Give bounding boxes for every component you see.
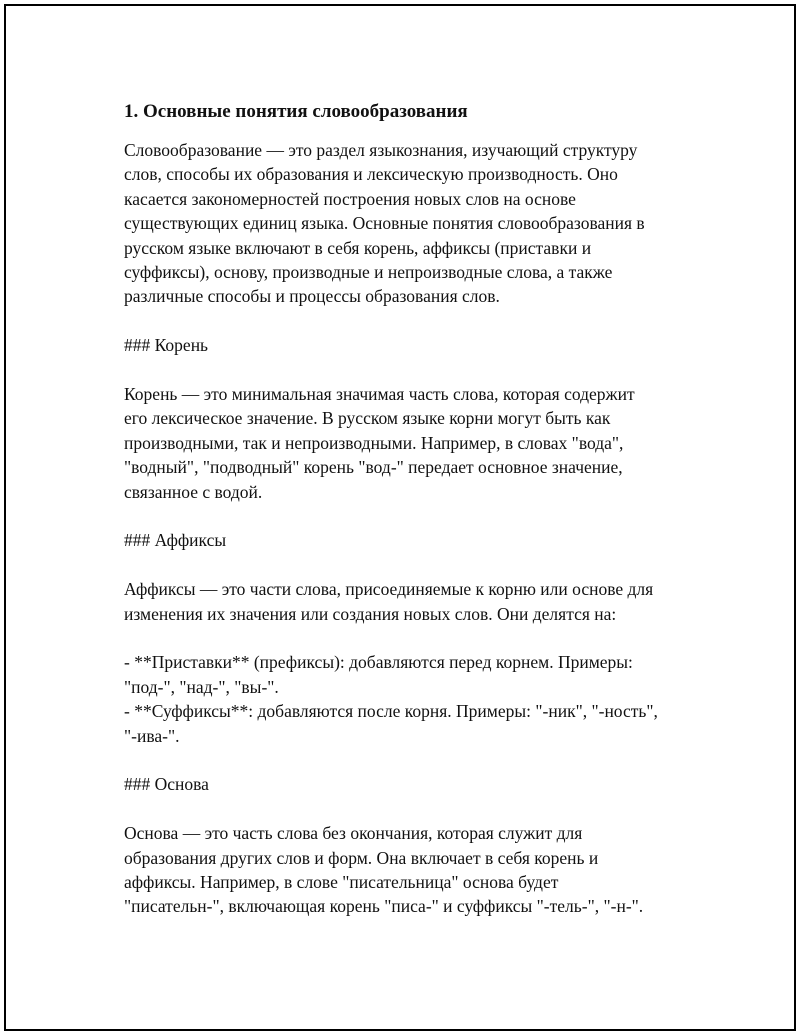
page-frame	[4, 4, 796, 1031]
subheading-osnova: ### Основа	[124, 774, 209, 795]
list-item-prefixes: - **Приставки** (префиксы): добавляются перед корнем. Примеры: "под-", "над-", "вы-".	[124, 652, 633, 697]
spacer	[124, 504, 694, 528]
affix-list	[124, 650, 694, 748]
subheading-koren: ### Корень	[124, 335, 209, 356]
spacer	[124, 797, 694, 821]
paragraph-affiksy: Аффиксы — это части слова, присоединяемые к корню или основе для изменения их значения или создания новых слов. Они делятся на:	[124, 579, 654, 624]
paragraph-osnova: Основа — это часть слова без окончания, которая служит для образования других слов и форм. Она включает в себя корень и аффиксы. Например, в слове "писательница" основа будет "писательн-", включающая корень "писа-" и суффиксы "-тель-", "-н-".	[124, 823, 644, 917]
spacer	[124, 748, 694, 772]
intro-paragraph: Словообразование — это раздел языкознания, изучающий структуру слов, способы их образования и лексическую производность. Оно касается закономерностей построения новых слов на основе существующих единиц языка. Основные понятия словообразования в русском языке включают в себя корень, аффиксы (приставки и суффиксы), основу, производные и непроизводные слова, а также различные способы и процессы образования слов.	[124, 140, 645, 307]
list-item-suffixes: - **Суффиксы**: добавляются после корня. Примеры: "-ник", "-ность", "-ива-".	[124, 701, 658, 746]
spacer	[124, 626, 694, 650]
paragraph-koren: Корень — это минимальная значимая часть слова, которая содержит его лексическое значение. В русском языке корни могут быть как производными, так и непроизводными. Например, в словах "вода", "водный", "подводный" корень "вод-" передает основное значение, связанное с водой.	[124, 384, 635, 502]
section-title: 1. Основные понятия словообразования	[124, 101, 468, 122]
spacer	[124, 553, 694, 577]
spacer	[124, 358, 694, 382]
document-body	[124, 98, 694, 919]
subheading-affiksy: ### Аффиксы	[124, 530, 227, 551]
spacer	[124, 309, 694, 333]
